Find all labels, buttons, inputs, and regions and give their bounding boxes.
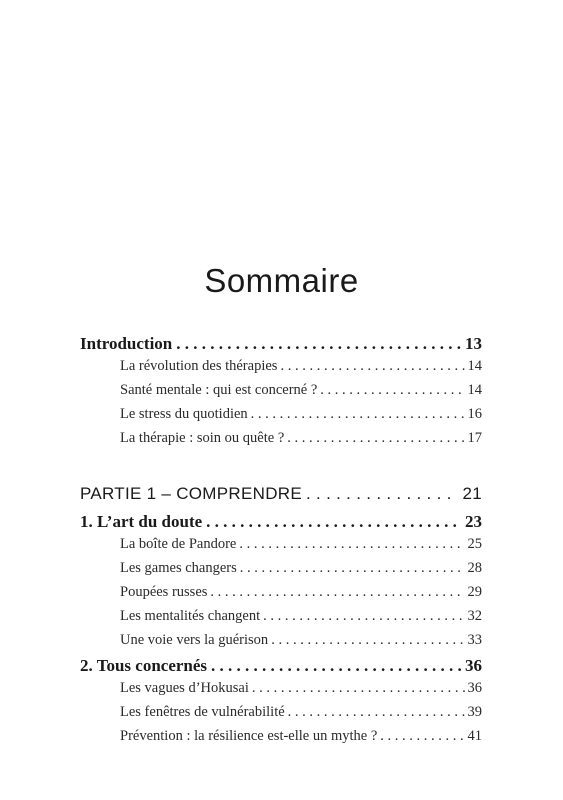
dot-leader	[211, 656, 461, 676]
entry-label: Les vagues d’Hokusai	[120, 680, 249, 696]
entry-label: Introduction	[80, 334, 173, 353]
entry-label: Le stress du quotidien	[120, 406, 248, 422]
entry-label: PARTIE 1 – COMPRENDRE	[80, 484, 302, 503]
toc-entry-part-1[interactable]	[80, 484, 482, 512]
entry-label: La révolution des thérapies	[120, 358, 278, 374]
entry-page-number: 36	[465, 656, 482, 675]
entry-page-number: 36	[467, 680, 482, 696]
entry-label: Les mentalités changent	[120, 608, 261, 624]
toc-entry-chapter-2[interactable]	[80, 656, 482, 680]
entry-label: Poupées russes	[120, 584, 208, 600]
entry-label: Les fenêtres de vulnérabilité	[120, 704, 285, 720]
page-title: Sommaire	[204, 262, 359, 299]
entry-label: La boîte de Pandore	[120, 536, 237, 552]
dot-leader	[251, 406, 465, 423]
entry-page-number: 25	[467, 536, 482, 552]
entry-page-number: 16	[467, 406, 482, 422]
dot-leader	[380, 728, 464, 745]
entry-label: Une voie vers la guérison	[120, 632, 269, 648]
dot-leader	[206, 512, 461, 532]
toc-subentry[interactable]	[80, 406, 482, 430]
entry-page-number: 33	[467, 632, 482, 648]
entry-label: Prévention : la résilience est-elle un mythe ?	[120, 728, 378, 744]
table-of-contents	[80, 334, 482, 752]
toc-entry-introduction[interactable]	[80, 334, 482, 358]
entry-page-number: 32	[467, 608, 482, 624]
entry-label: 1. L’art du doute	[80, 512, 203, 531]
toc-subentry[interactable]	[80, 728, 482, 752]
dot-leader	[210, 584, 464, 601]
toc-subentry[interactable]	[80, 608, 482, 632]
dot-leader	[306, 484, 458, 504]
dot-leader	[240, 560, 465, 577]
entry-page-number: 21	[462, 484, 482, 503]
entry-page-number: 14	[467, 382, 482, 398]
toc-subentry[interactable]	[80, 680, 482, 704]
toc-subentry[interactable]	[80, 704, 482, 728]
entry-page-number: 13	[465, 334, 482, 353]
dot-leader	[176, 334, 461, 354]
entry-page-number: 17	[467, 430, 482, 446]
dot-leader	[280, 358, 464, 375]
toc-subentry[interactable]	[80, 382, 482, 406]
toc-subentry[interactable]	[80, 430, 482, 454]
toc-subentry[interactable]	[80, 584, 482, 608]
dot-leader	[288, 704, 465, 721]
entry-label: Les games changers	[120, 560, 237, 576]
dot-leader	[271, 632, 464, 649]
dot-leader	[287, 430, 464, 447]
entry-page-number: 28	[467, 560, 482, 576]
entry-label: Santé mentale : qui est concerné ?	[120, 382, 318, 398]
toc-subentry[interactable]	[80, 358, 482, 382]
toc-subentry[interactable]	[80, 632, 482, 656]
toc-entry-chapter-1[interactable]	[80, 512, 482, 536]
dot-leader	[239, 536, 464, 553]
dot-leader	[320, 382, 464, 399]
entry-label: 2. Tous concernés	[80, 656, 208, 675]
entry-page-number: 39	[467, 704, 482, 720]
toc-subentry[interactable]	[80, 536, 482, 560]
dot-leader	[263, 608, 464, 625]
entry-page-number: 14	[467, 358, 482, 374]
dot-leader	[252, 680, 465, 697]
toc-subentry[interactable]	[80, 560, 482, 584]
entry-page-number: 29	[467, 584, 482, 600]
entry-page-number: 41	[467, 728, 482, 744]
entry-label: La thérapie : soin ou quête ?	[120, 430, 285, 446]
entry-page-number: 23	[465, 512, 482, 531]
